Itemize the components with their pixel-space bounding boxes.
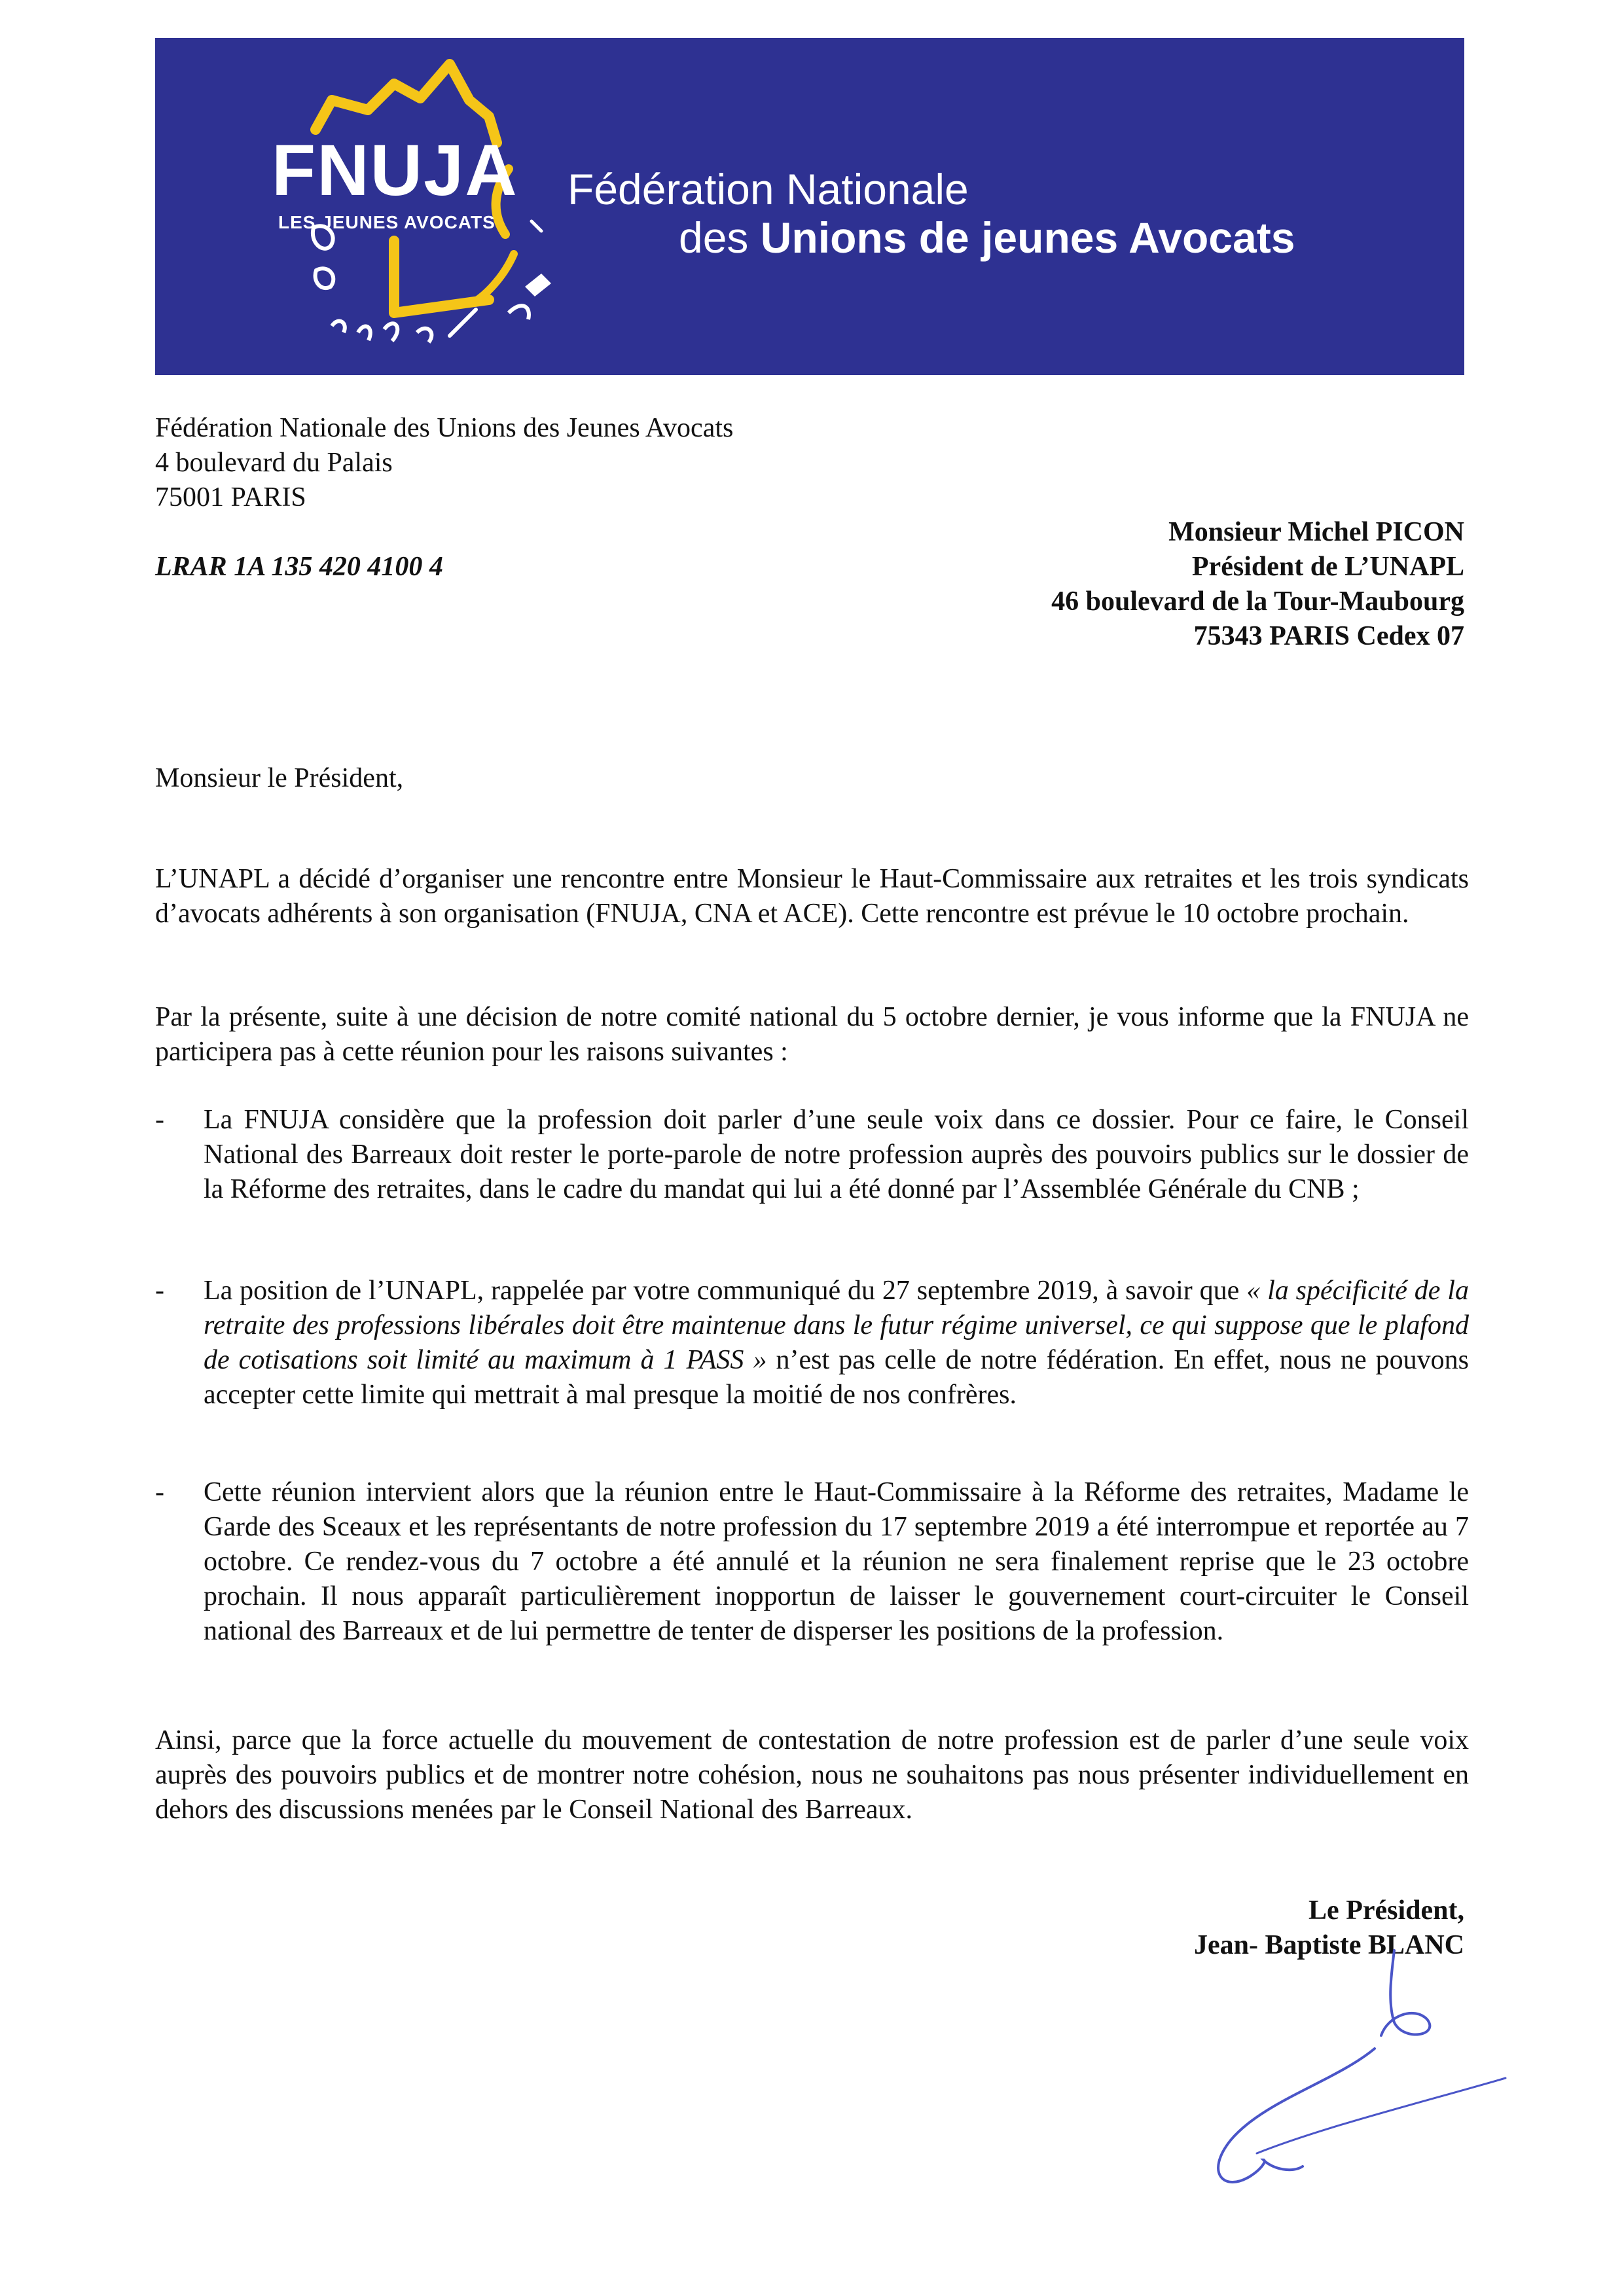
- federation-title-bold: Unions de jeunes Avocats: [760, 213, 1295, 262]
- registered-mail-reference: LRAR 1A 135 420 4100 4: [155, 552, 443, 582]
- signatory-name: Jean- Baptiste BLANC: [1193, 1930, 1464, 1960]
- federation-title-line1: Fédération Nationale: [568, 165, 969, 213]
- recipient-line: Président de L’UNAPL: [1191, 552, 1464, 582]
- bullet-dash: -: [155, 1105, 164, 1135]
- recipient-line: Monsieur Michel PICON: [1168, 517, 1464, 547]
- bullet-item: [155, 1274, 1469, 1412]
- paragraph: Ainsi, parce que la force actuelle du mouvement de contestation de notre profession est de parler d’une seule voix auprès des pouvoirs publics et de montrer notre cohésion, nous ne souhaitons pas nous présenter individuellement en dehors des discussions menées par le Conseil National des Barreaux.: [155, 1725, 1469, 1825]
- logo-name: FNUJA: [272, 130, 518, 211]
- bullet-text-end: n’est pas celle de notre fédération. En effet, nous ne pouvons accepter cette limite qui mettrait à mal presque la moitié de nos confrères.: [204, 1345, 1469, 1410]
- paragraph: L’UNAPL a décidé d’organiser une rencontre entre Monsieur le Haut-Commissaire aux retraites et les trois syndicats d’avocats adhérents à son organisation (FNUJA, CNA et ACE). Cette rencontre est prévue le 10 octobre prochain.: [155, 864, 1469, 929]
- federation-title-line2: [679, 213, 1295, 262]
- bullet-dash: -: [155, 1276, 164, 1306]
- bullet-text: Cette réunion intervient alors que la réunion entre le Haut-Commissaire à la Réforme des retraites, Madame le Garde des Sceaux et les représentants de notre profession du 17 septembre 2019 a été interrompue et reportée au 7 octobre. Ce rendez-vous du 7 octobre a été annulé et la réunion ne sera finalement reprise que le 23 octobre prochain. Il nous apparaît particulièrement inopportun de laisser le gouvernement court-circuiter le Conseil national des Barreaux et de lui permettre de tenter de disperser les positions de la profession.: [204, 1477, 1469, 1646]
- bullet-item: [155, 1475, 1469, 1649]
- sender-line: Fédération Nationale des Unions des Jeunes Avocats: [155, 413, 734, 443]
- salutation: Monsieur le Président,: [155, 763, 404, 793]
- bullet-text: [204, 1274, 1469, 1412]
- sender-line: 75001 PARIS: [155, 482, 306, 512]
- bullet-dash: -: [155, 1477, 164, 1507]
- bullet-item: [155, 1103, 1469, 1207]
- sender-address: [155, 411, 733, 515]
- sender-line: 4 boulevard du Palais: [155, 448, 393, 478]
- signatory-title: Le Président,: [1308, 1895, 1464, 1926]
- logo-tagline: LES JEUNES AVOCATS: [278, 212, 496, 232]
- recipient-line: 46 boulevard de la Tour-Maubourg: [1051, 586, 1464, 617]
- quoted-statement: « la spécificité de la retraite des professions libérales doit être maintenue dans le futur régime universel, ce qui suppose que le plafond de cotisations soit limité au maximum à 1 PASS »: [204, 1276, 1469, 1375]
- federation-title-prefix: des: [679, 213, 761, 262]
- paragraph: Par la présente, suite à une décision de notre comité national du 5 octobre dernier, je vous informe que la FNUJA ne participera pas à cette réunion pour les raisons suivantes :: [155, 1002, 1469, 1067]
- handwritten-signature: [1178, 1937, 1519, 2212]
- bullet-text-start: La position de l’UNAPL, rappelée par votre communiqué du 27 septembre 2019, à savoir que: [204, 1276, 1247, 1306]
- recipient-address: [1051, 515, 1464, 654]
- letterhead-banner: [155, 38, 1464, 375]
- recipient-line: 75343 PARIS Cedex 07: [1193, 621, 1464, 651]
- bullet-text: La FNUJA considère que la profession doit parler d’une seule voix dans ce dossier. Pour ce faire, le Conseil National des Barreaux doit rester le porte-parole de notre profession auprès des pouvoirs publics sur le dossier de la Réforme des retraites, dans le cadre du mandat qui lui a été donné par l’Assemblée Générale du CNB ;: [204, 1105, 1469, 1204]
